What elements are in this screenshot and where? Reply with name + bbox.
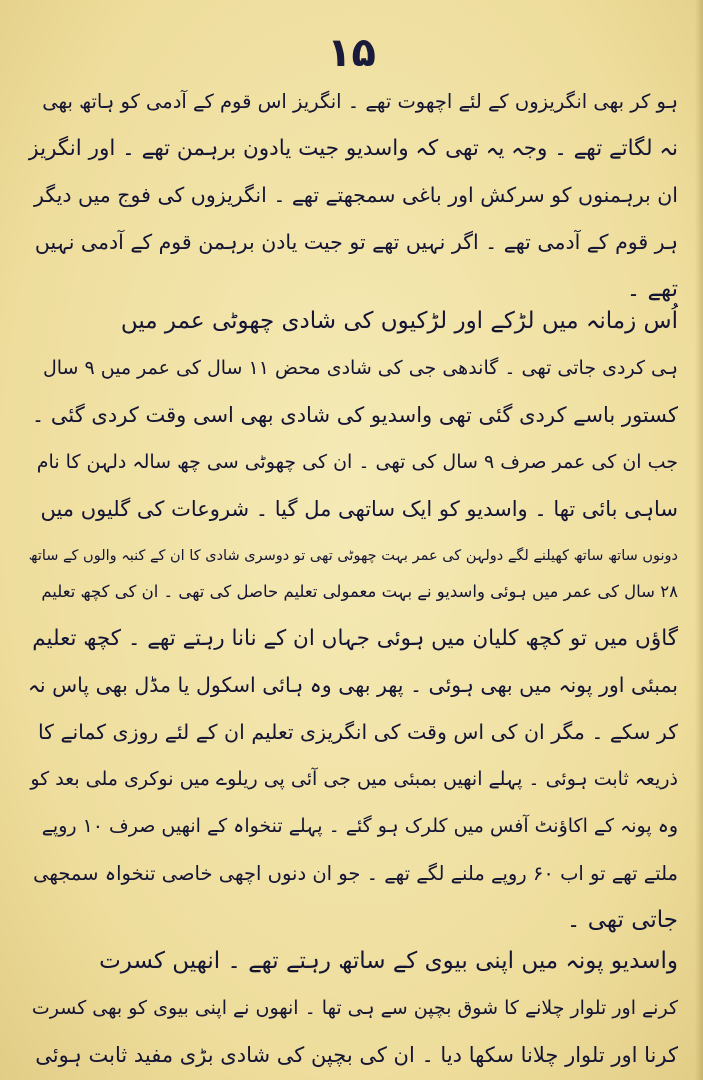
text-line: جاتی تھی ۔ [566, 907, 678, 933]
text-line: گاؤں میں تو کچھ کلیان میں ہوئی جہاں ان کے نانا رہتے تھے ۔ کچھ تعلیم [32, 626, 678, 651]
text-line: واسدیو پونہ میں اپنی بیوی کے ساتھ رہتے تھے ۔ انھیں کسرت [99, 948, 678, 974]
text-line: ہو کر بھی انگریزوں کے لئے اچھوت تھے ۔ انگریز اس قوم کے آدمی کو ہاتھ بھی [42, 90, 678, 113]
page-number: ۱۵ [327, 30, 376, 76]
text-line: جب ان کی عمر صرف ۹ سال کی تھی ۔ ان کی چھوٹی سی چھ سالہ دلہن کا نام [36, 451, 678, 473]
text-line: دونوں ساتھ ساتھ کھیلنے لگے دولہن کی عمر بہت چھوٹی تھی تو دوسری شادی کا ان کے کنبہ والوں کے ساتھ [28, 548, 678, 564]
text-line: ۲۸ سال کی عمر میں ہوئی واسدیو نے بہت معمولی تعلیم حاصل کی تھی ۔ ان کی کچھ تعلیم [41, 582, 678, 601]
page-edge-shadow [695, 0, 703, 1080]
text-line: ہر قوم کے آدمی تھے ۔ اگر نہیں تھے تو جیت یادن برہمن قوم کے آدمی نہیں [34, 230, 678, 254]
paragraph-3 [28, 568, 678, 944]
text-line: تھے ۔ [626, 276, 678, 302]
text-line: کستور باسے کردی گئی تھی واسدیو کی شادی بھی اسی وقت کردی گئی ۔ [31, 403, 678, 427]
text-line: کر سکے ۔ مگر ان کی اس وقت کی انگریزی تعلیم ان کے لئے روزی کمانے کا [37, 720, 678, 744]
text-line: وہ پونہ کے اکاؤنٹ آفس میں کلرک ہو گئے ۔ پہلے تنخواہ کے انھیں صرف ۱۰ روپے [41, 815, 678, 837]
paragraph-4 [28, 938, 678, 1079]
text-line: ملتے تھے تو اب ۶۰ روپے ملنے لگے تھے ۔ جو ان دنوں اچھی خاصی تنخواہ سمجھی [33, 862, 678, 885]
text-line: ہی کردی جاتی تھی ۔ گاندھی جی کی شادی محض ۱۱ سال کی عمر میں ۹ سال [42, 357, 678, 379]
text-line: کرنے اور تلوار چلانے کا شوق بچپن سے ہی تھا ۔ انھوں نے اپنی بیوی کو بھی کسرت [31, 997, 678, 1019]
paragraph-1 [28, 78, 678, 313]
text-line: ساہی بائی تھا ۔ واسدیو کو ایک ساتھی مل گیا ۔ شروعات کی گلیوں میں [40, 497, 678, 521]
text-line: ذریعہ ثابت ہوئی ۔ پہلے انھیں بمبئی میں جی آئی پی ریلوے میں نوکری ملی بعد کو [30, 768, 678, 790]
text-line: ان برہمنوں کو سرکش اور باغی سمجھتے تھے ۔ انگریزوں کی فوج میں دیگر [34, 183, 678, 207]
paragraph-2 [28, 298, 678, 580]
text-line: کرنا اور تلوار چلانا سکھا دیا ۔ ان کی بچپن کی شادی بڑی مفید ثابت ہوئی [35, 1043, 678, 1067]
text-line: نہ لگاتے تھے ۔ وجہ یہ تھی کہ واسدیو جیت یادون برہمن تھے ۔ اور انگریز [28, 136, 678, 161]
text-line: اُس زمانہ میں لڑکے اور لڑکیوں کی شادی چھوٹی عمر میں [120, 308, 678, 334]
text-line: بمبئی اور پونہ میں بھی ہوئی ۔ پھر بھی وہ ہائی اسکول یا مڈل بھی پاس نہ [28, 673, 678, 697]
